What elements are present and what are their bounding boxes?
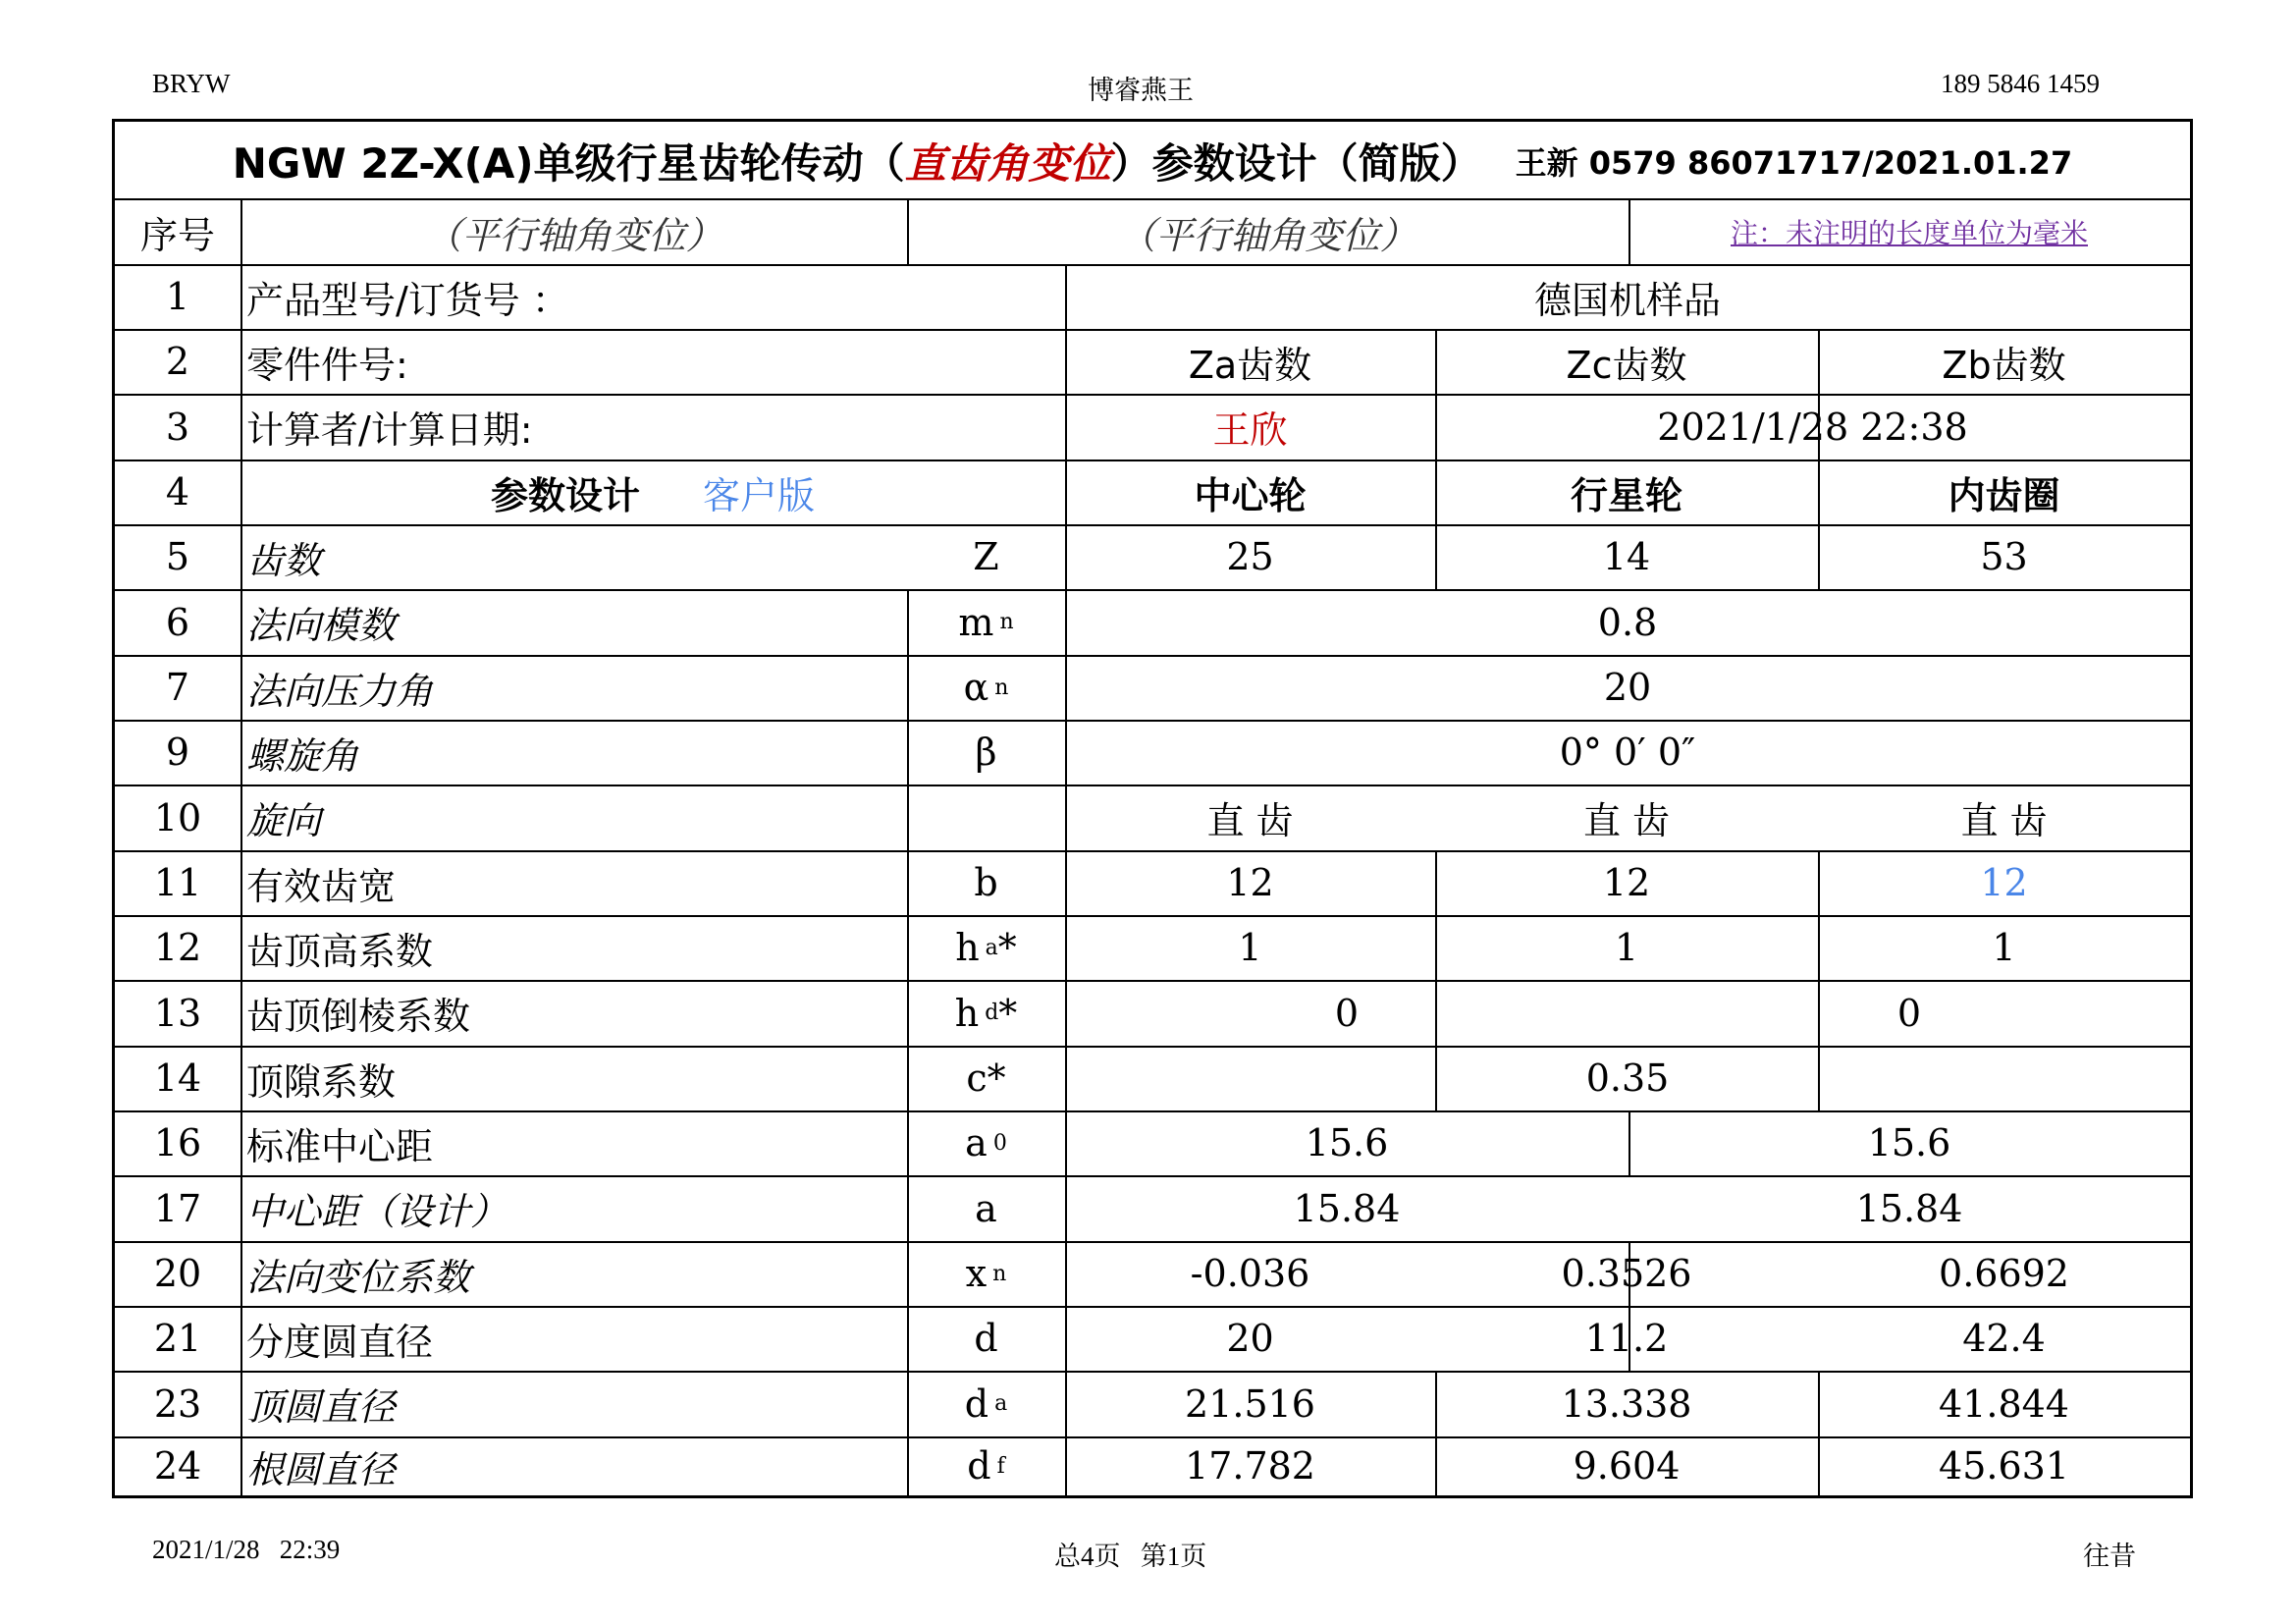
value-sun-planet: 15.6	[1305, 1121, 1389, 1164]
param-name: 标准中心距	[246, 1124, 434, 1168]
value-all: 0.35	[1585, 1056, 1670, 1100]
row-no: 14	[153, 1056, 202, 1100]
param-symbol: a	[975, 1186, 997, 1230]
param-name: 分度圆直径	[246, 1320, 434, 1364]
calculator-name: 王欣	[1212, 408, 1288, 452]
param-name: 有效齿宽	[246, 864, 397, 908]
value-ring: 45.631	[1939, 1444, 2069, 1488]
value-planet: 9.604	[1573, 1444, 1681, 1488]
value-all: 0.8	[1597, 600, 1658, 644]
title-part1: NGW 2Z-X(A)单级行星齿轮传动（	[232, 138, 905, 188]
param-symbol: x n	[965, 1252, 1007, 1295]
footer-right: 往昔	[2083, 1542, 2136, 1571]
value-sun: 1	[1238, 926, 1262, 969]
product-model-value: 德国机样品	[1533, 278, 1721, 322]
footer-page: 总4页 第1页	[1054, 1542, 1207, 1571]
col-a-header: （平行轴角变位）	[424, 213, 723, 257]
param-name: 中心距（设计）	[246, 1190, 508, 1233]
param-symbol: m n	[958, 600, 1014, 644]
seq-header: 序号	[139, 213, 215, 257]
header-right: 189 5846 1459	[1941, 69, 2100, 98]
value-ring: 42.4	[1962, 1317, 2046, 1360]
sun-gear-header: 中心轮	[1194, 473, 1307, 517]
param-symbol: d f	[967, 1444, 1005, 1488]
value-planet: 14	[1602, 535, 1651, 578]
param-name: 顶隙系数	[246, 1059, 397, 1104]
param-symbol: α n	[963, 666, 1009, 709]
value-sun-planet: 0	[1334, 991, 1360, 1035]
value-all: 0° 0′ 0″	[1559, 731, 1696, 774]
row-no: 11	[153, 861, 202, 904]
param-symbol: h a *	[955, 926, 1017, 969]
row-no: 20	[153, 1252, 202, 1295]
value-ring: 12	[1980, 861, 2028, 904]
value-sun: -0.036	[1190, 1252, 1310, 1295]
value-ring: 0	[1896, 991, 1922, 1035]
param-name: 螺旋角	[246, 733, 359, 778]
row-no: 10	[153, 795, 202, 839]
value-sun: 12	[1226, 861, 1274, 904]
title-part2: ）参数设计（简版）	[1110, 138, 1482, 188]
value-sun: 20	[1226, 1317, 1274, 1360]
param-symbol: a 0	[965, 1121, 1007, 1164]
zb-teeth-header: Zb齿数	[1942, 343, 2066, 387]
row-no: 5	[165, 535, 190, 578]
value-all: 20	[1603, 666, 1652, 709]
value-sun: 直 齿	[1206, 799, 1294, 842]
value-ring: 直 齿	[1960, 799, 2048, 842]
row-no: 24	[153, 1444, 202, 1488]
param-name: 顶圆直径	[246, 1385, 397, 1429]
za-teeth-header: Za齿数	[1188, 343, 1312, 387]
param-name: 根圆直径	[246, 1447, 397, 1491]
title-highlight: 直齿角变位	[904, 138, 1111, 188]
table-title	[115, 122, 2190, 199]
col-b-header: （平行轴角变位）	[1118, 213, 1417, 257]
row-no: 1	[165, 275, 190, 318]
param-symbol: Z	[973, 535, 999, 578]
row-no: 2	[165, 340, 190, 383]
param-symbol: h d *	[954, 991, 1018, 1035]
customer-edition-tag: 客户版	[703, 473, 816, 517]
value-planet-ring: 15.84	[1855, 1186, 1963, 1230]
footer-date: 2021/1/28 22:39	[152, 1535, 341, 1564]
ring-gear-header: 内齿圈	[1948, 473, 2060, 517]
param-symbol: d a	[964, 1381, 1008, 1426]
value-ring: 41.844	[1939, 1381, 2069, 1426]
param-symbol: d	[974, 1317, 998, 1360]
param-design-heading	[240, 460, 1065, 524]
row-no: 21	[153, 1317, 202, 1360]
value-ring: 53	[1980, 535, 2028, 578]
value-planet: 12	[1602, 861, 1651, 904]
row-no: 6	[165, 600, 190, 644]
param-name: 法向变位系数	[246, 1255, 471, 1299]
part-number-label: 零件件号:	[246, 343, 408, 387]
unit-note-link[interactable]	[1629, 199, 2190, 264]
product-model-label: 产品型号/订货号 ：	[246, 278, 569, 322]
value-sun: 21.516	[1185, 1381, 1315, 1426]
planet-gear-header: 行星轮	[1570, 473, 1682, 517]
title-author: 王新 0579 86071717/2021.01.27	[1515, 143, 2073, 182]
row-no: 3	[165, 405, 190, 449]
param-symbol: c*	[966, 1056, 1006, 1100]
header-left: BRYW	[152, 69, 231, 98]
value-ring: 0.6692	[1939, 1252, 2069, 1295]
param-name: 法向压力角	[246, 669, 434, 713]
param-name: 齿顶高系数	[246, 929, 434, 973]
value-sun: 25	[1226, 535, 1274, 578]
value-planet: 11.2	[1584, 1317, 1669, 1360]
zc-teeth-header: Zc齿数	[1566, 343, 1687, 387]
value-sun: 17.782	[1185, 1444, 1315, 1488]
row-no: 16	[153, 1121, 202, 1164]
row-no: 4	[165, 470, 190, 514]
header-center: 博睿燕王	[1088, 76, 1194, 105]
row-no: 9	[165, 731, 190, 774]
calculator-date-label: 计算者/计算日期:	[246, 408, 533, 452]
value-ring: 1	[1992, 926, 2016, 969]
value-planet: 0.3526	[1561, 1252, 1692, 1295]
param-symbol: b	[974, 861, 998, 904]
param-symbol: β	[975, 731, 997, 774]
param-name: 旋向	[246, 799, 322, 842]
row-no: 7	[165, 666, 190, 709]
value-planet-ring: 15.6	[1867, 1121, 1951, 1164]
unit-note: 注：未注明的长度单位为毫米	[1730, 217, 2088, 249]
param-name: 齿数	[246, 538, 322, 582]
parameter-table	[112, 119, 2193, 1498]
param-symbol	[907, 785, 1065, 850]
row-no: 17	[153, 1186, 202, 1230]
row-no: 12	[153, 926, 202, 969]
param-name: 齿顶倒棱系数	[246, 995, 471, 1038]
value-sun-planet: 15.84	[1293, 1186, 1401, 1230]
param-name: 法向模数	[246, 604, 397, 647]
calculation-date: 2021/1/28 22:38	[1657, 405, 1968, 449]
row-no: 13	[153, 991, 202, 1035]
value-planet: 13.338	[1561, 1381, 1692, 1426]
value-planet: 1	[1614, 926, 1639, 969]
row-no: 23	[153, 1381, 202, 1426]
value-planet: 直 齿	[1582, 799, 1671, 842]
param-design-label: 参数设计	[490, 473, 640, 517]
